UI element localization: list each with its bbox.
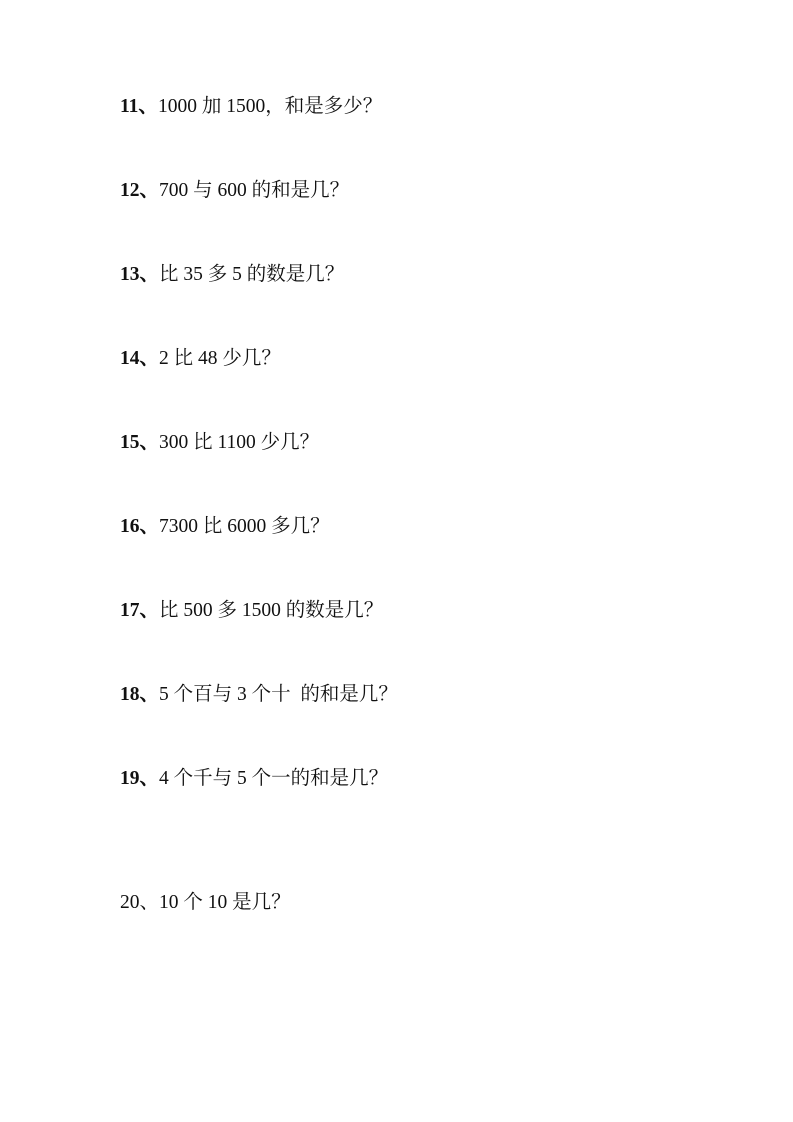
question-row xyxy=(120,179,713,263)
question-number: 13、 xyxy=(120,264,160,285)
question-text: 7300 比 6000 多几？ xyxy=(159,516,330,537)
question-row xyxy=(120,891,713,975)
question-item-17 xyxy=(120,599,383,622)
question-text: 700 与 600 的和是几？ xyxy=(159,180,350,201)
question-item-18 xyxy=(120,683,398,706)
question-list xyxy=(120,95,713,975)
question-number: 20、 xyxy=(120,892,160,913)
question-item-14 xyxy=(120,347,281,370)
question-row xyxy=(120,263,713,347)
question-text: 1000 加 1500，和是多少？ xyxy=(157,96,383,117)
question-number: 15、 xyxy=(120,432,160,453)
question-row xyxy=(120,515,713,599)
question-item-20 xyxy=(120,891,291,914)
question-text: 比 500 多 1500 的数是几？ xyxy=(159,600,384,621)
question-row xyxy=(120,683,713,767)
question-text: 300 比 1100 少几？ xyxy=(159,432,320,453)
question-number: 12、 xyxy=(120,180,160,201)
question-item-11 xyxy=(120,95,382,118)
question-item-16 xyxy=(120,515,330,538)
question-text: 2 比 48 少几？ xyxy=(159,348,281,369)
question-number: 17、 xyxy=(120,600,160,621)
question-item-13 xyxy=(120,263,344,286)
question-number: 16、 xyxy=(120,516,160,537)
question-number: 11、 xyxy=(120,96,158,117)
question-row xyxy=(120,599,713,683)
question-number: 18、 xyxy=(120,684,160,705)
question-text: 4 个千与 5 个一的和是几？ xyxy=(159,768,389,789)
question-text: 10 个 10 是几？ xyxy=(159,892,291,913)
question-row xyxy=(120,767,713,891)
question-text: 比 35 多 5 的数是几？ xyxy=(159,264,345,285)
question-item-19 xyxy=(120,767,388,790)
question-text: 5 个百与 3 个十 的和是几？ xyxy=(159,684,398,705)
question-row xyxy=(120,431,713,515)
question-row xyxy=(120,347,713,431)
question-number: 19、 xyxy=(120,768,160,789)
question-item-12 xyxy=(120,179,349,202)
question-number: 14、 xyxy=(120,348,160,369)
question-item-15 xyxy=(120,431,319,454)
question-row xyxy=(120,95,713,179)
